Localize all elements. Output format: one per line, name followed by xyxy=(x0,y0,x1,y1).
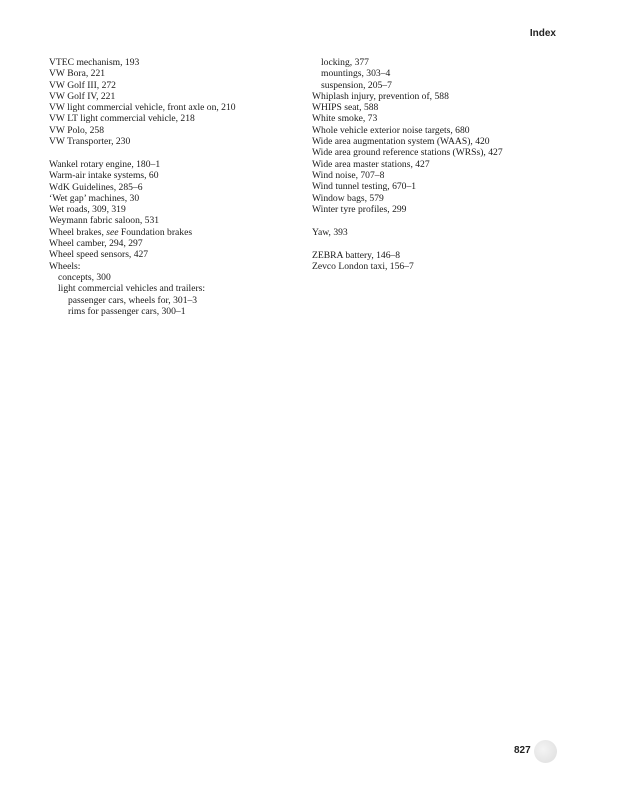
index-entry: Wheels: xyxy=(49,260,81,272)
index-entry: VW Golf III, 272 xyxy=(49,79,116,91)
index-subentry: suspension, 205–7 xyxy=(321,79,392,91)
index-entry: Wheel brakes, see Foundation brakes xyxy=(49,226,193,238)
index-entry: VW Polo, 258 xyxy=(49,124,104,136)
index-entry: VW Golf IV, 221 xyxy=(49,90,116,102)
index-subentry: mountings, 303–4 xyxy=(321,68,391,80)
index-entry: VW LT light commercial vehicle, 218 xyxy=(49,113,195,125)
index-group-gap xyxy=(312,238,562,250)
index-entry: Zevco London taxi, 156–7 xyxy=(312,260,414,272)
index-group-gap xyxy=(49,147,299,159)
index-entry: Wide area ground reference stations (WRSs), 427 xyxy=(312,147,503,159)
index-group-gap xyxy=(312,215,562,227)
index-entry: Wheel camber, 294, 297 xyxy=(49,238,143,250)
index-column-right xyxy=(312,57,562,272)
index-entry: WHIPS seat, 588 xyxy=(312,102,379,114)
index-entry: Winter tyre profiles, 299 xyxy=(312,203,407,215)
index-entry: Wankel rotary engine, 180–1 xyxy=(49,158,161,170)
index-entry: Wind noise, 707–8 xyxy=(312,169,385,181)
index-entry: ‘Wet gap’ machines, 30 xyxy=(49,192,140,204)
index-subentry: light commercial vehicles and trailers: xyxy=(58,283,206,295)
index-entry: ZEBRA battery, 146–8 xyxy=(312,249,401,261)
index-entry: Wide area augmentation system (WAAS), 420 xyxy=(312,136,490,148)
index-entry: VW light commercial vehicle, front axle on, 210 xyxy=(49,102,236,114)
index-entry: Window bags, 579 xyxy=(312,192,384,204)
index-entry: Wet roads, 309, 319 xyxy=(49,204,126,216)
page-number: 827 xyxy=(514,745,531,756)
index-entry: Wind tunnel testing, 670–1 xyxy=(312,181,417,193)
index-entry: Whole vehicle exterior noise targets, 680 xyxy=(312,124,470,136)
index-subentry: passenger cars, wheels for, 301–3 xyxy=(68,294,198,306)
index-entry: Wide area master stations, 427 xyxy=(312,158,430,170)
running-head: Index xyxy=(529,28,556,39)
index-entry: VW Transporter, 230 xyxy=(49,136,131,148)
index-entry: Weymann fabric saloon, 531 xyxy=(49,215,160,227)
index-entry: Wheel speed sensors, 427 xyxy=(49,249,149,261)
index-column-left xyxy=(49,57,299,317)
index-subentry: locking, 377 xyxy=(321,57,369,68)
index-entry: WdK Guidelines, 285–6 xyxy=(49,181,143,193)
index-entry: Warm-air intake systems, 60 xyxy=(49,170,159,182)
index-entry: VW Bora, 221 xyxy=(49,68,106,80)
index-subentry: rims for passenger cars, 300–1 xyxy=(68,305,186,317)
index-entry: Yaw, 393 xyxy=(312,226,348,238)
index-subentry: concepts, 300 xyxy=(58,271,111,283)
index-entry: White smoke, 73 xyxy=(312,113,378,125)
index-entry: Whiplash injury, prevention of, 588 xyxy=(312,90,449,102)
page-tab-decoration xyxy=(534,740,557,763)
index-entry: VTEC mechanism, 193 xyxy=(49,57,140,68)
